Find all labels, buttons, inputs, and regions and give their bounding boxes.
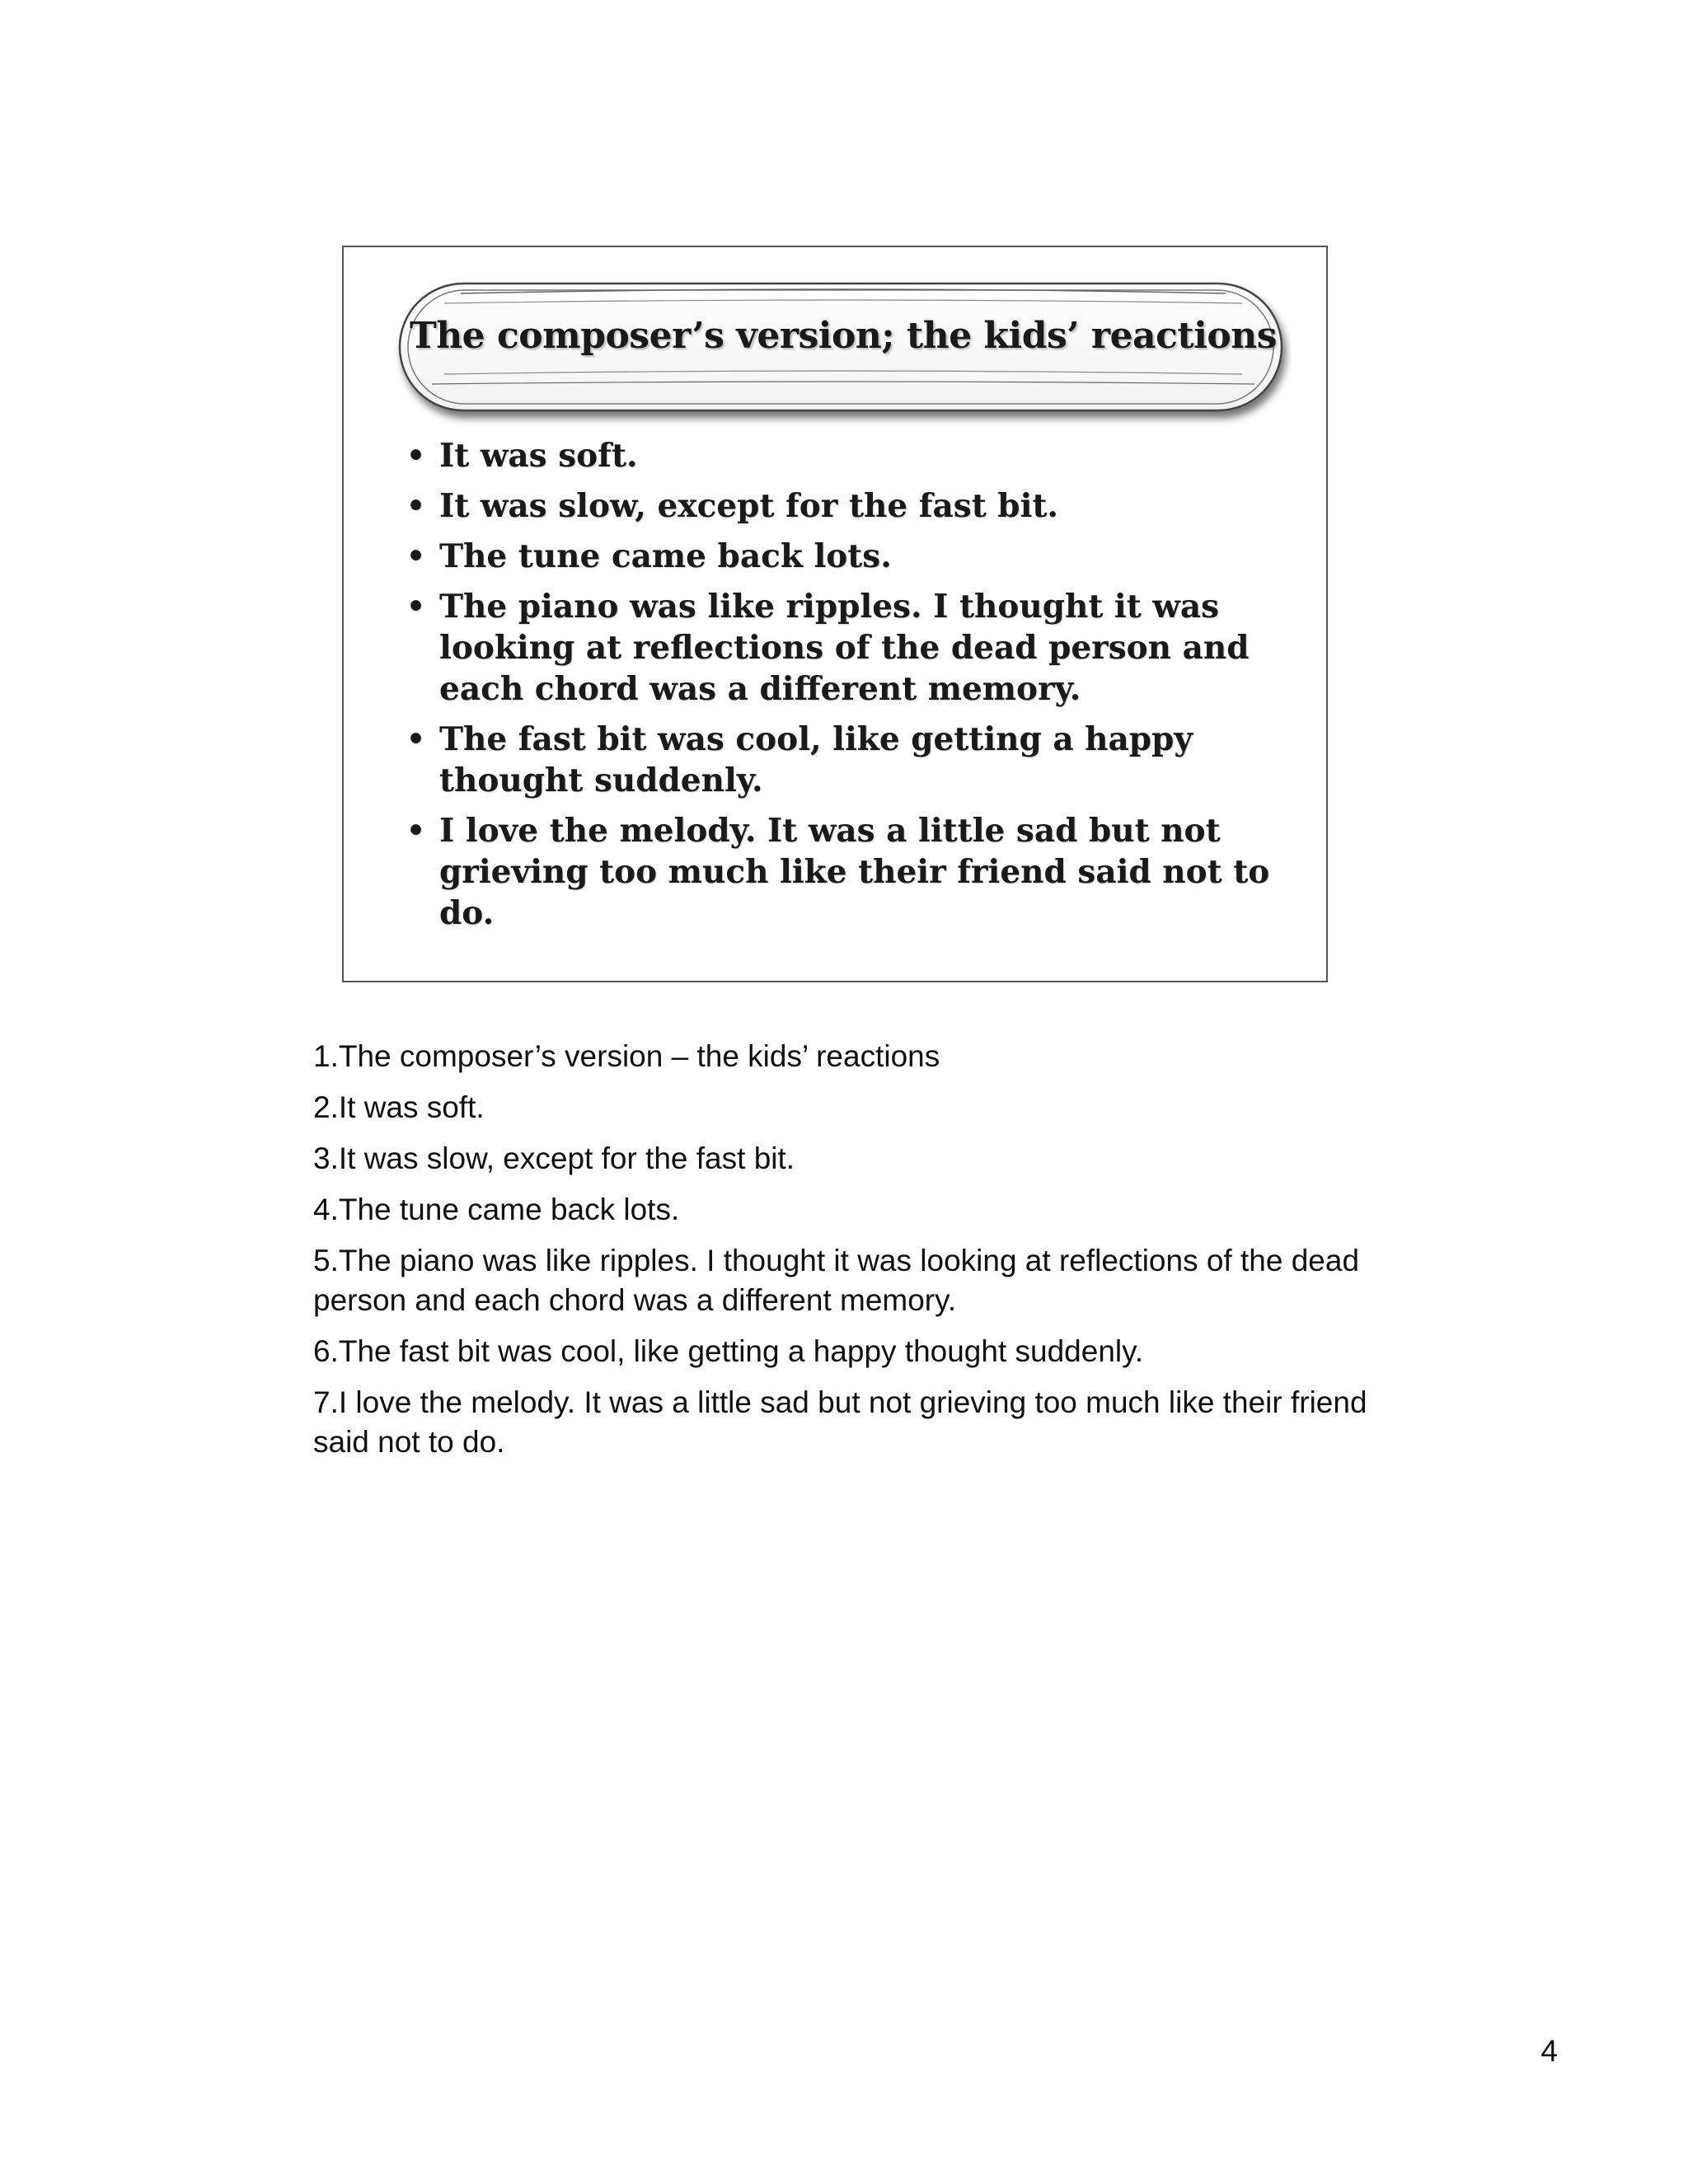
slide-bullet-text: The fast bit was cool, like getting a happy thought suddenly. — [439, 720, 1193, 799]
bullet-dot-icon: • — [406, 489, 426, 523]
slide-bullet-text: The tune came back lots. — [439, 537, 892, 575]
slide-bullet-item — [401, 536, 1300, 577]
slide-title: The composer’s version; the kids’ reactions — [409, 315, 1278, 357]
note-item: 5.The piano was like ripples. I thought it was looking at reflections of the dead person and each chord was a different memory. — [313, 1244, 1360, 1317]
speaker-notes — [313, 1037, 1385, 1474]
bullet-dot-icon: • — [406, 813, 426, 848]
note-item: 4.The tune came back lots. — [313, 1193, 680, 1226]
slide-bullet-text: It was slow, except for the fast bit. — [439, 487, 1058, 525]
title-banner — [395, 279, 1292, 412]
slide-bullet-item — [401, 719, 1300, 801]
slide-bullet-text: I love the melody. It was a little sad but not grieving too much like their friend said not to do. — [439, 812, 1270, 932]
slide-bullet-item — [401, 435, 1300, 476]
slide-bullet-item — [401, 810, 1300, 934]
note-item: 6.The fast bit was cool, like getting a happy thought suddenly. — [313, 1334, 1144, 1368]
page-number: 4 — [1540, 2034, 1558, 2068]
slide-bullet-text: The piano was like ripples. I thought it was looking at reflections of the dead person and each chord was a different memory. — [439, 588, 1250, 708]
bullet-dot-icon: • — [406, 539, 426, 574]
slide-bullet-text: It was soft. — [439, 437, 638, 475]
bullet-dot-icon: • — [406, 722, 426, 757]
slide-bullet-list — [401, 435, 1300, 943]
slide-thumbnail — [342, 246, 1328, 982]
slide-bullet-item — [401, 586, 1300, 710]
note-item: 2.It was soft. — [313, 1090, 485, 1124]
bullet-dot-icon: • — [406, 589, 426, 624]
note-item: 7.I love the melody. It was a little sad but not grieving too much like their friend said not to do. — [313, 1385, 1367, 1459]
note-item: 1.The composer’s version – the kids’ reactions — [313, 1039, 940, 1073]
bullet-dot-icon: • — [406, 438, 426, 473]
slide-bullet-item — [401, 485, 1300, 527]
note-item: 3.It was slow, except for the fast bit. — [313, 1141, 795, 1175]
